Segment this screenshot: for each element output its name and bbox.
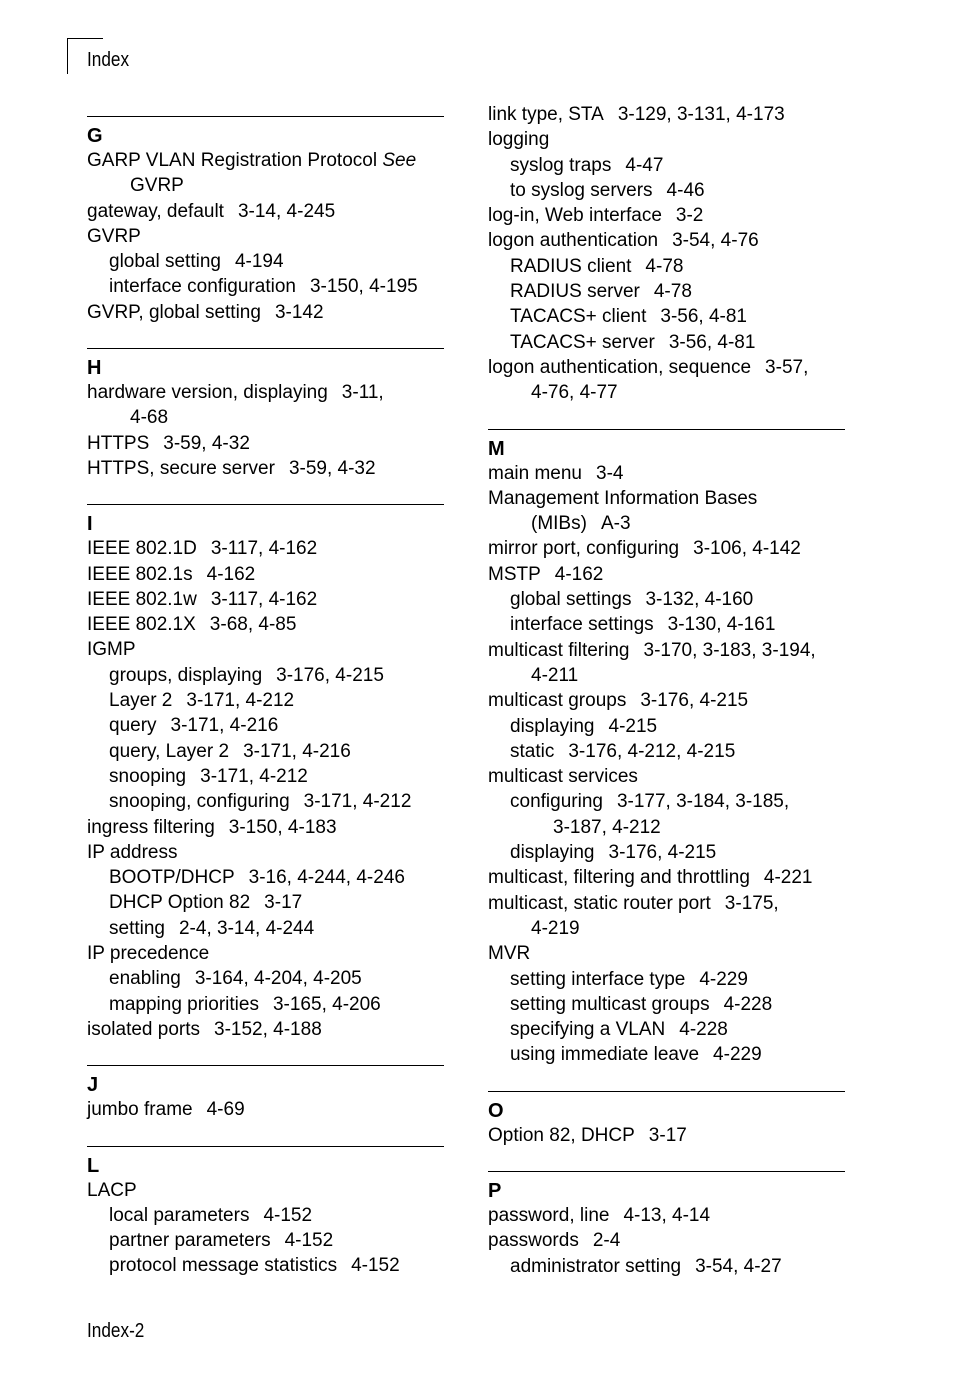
index-entry: gateway, default 3-14, 4-245 (87, 200, 336, 222)
index-subentry: setting 2-4, 3-14, 4-244 (109, 917, 315, 939)
index-entry: LACP (87, 1179, 137, 1201)
index-subentry: partner parameters 4-152 (109, 1230, 334, 1252)
index-entry: logging (488, 129, 550, 151)
index-subentry: TACACS+ client 3-56, 4-81 (510, 306, 748, 328)
index-subentry: displaying 4-215 (510, 715, 658, 737)
index-subentry: RADIUS client 4-78 (510, 255, 684, 277)
index-entry: main menu 3-4 (488, 462, 624, 484)
index-entry: mirror port, configuring 3-106, 4-142 (488, 538, 801, 560)
index-entry: password, line 4-13, 4-14 (488, 1204, 711, 1226)
index-entry-continuation: 4-68 (130, 407, 169, 429)
index-section-m (488, 429, 845, 1068)
index-section-p (488, 1171, 845, 1279)
index-subentry: groups, displaying 3-176, 4-215 (109, 664, 384, 686)
index-column-right (488, 102, 845, 1302)
index-subentry: to syslog servers 4-46 (510, 179, 705, 201)
index-subentry: local parameters 4-152 (109, 1204, 313, 1226)
index-entry: GVRP (87, 225, 141, 247)
index-subentry: administrator setting 3-54, 4-27 (510, 1255, 782, 1277)
index-entry: IEEE 802.1D 3-117, 4-162 (87, 538, 318, 560)
index-entry: jumbo frame 4-69 (87, 1099, 245, 1121)
index-subentry: using immediate leave 4-229 (510, 1044, 762, 1066)
index-entry: passwords 2-4 (488, 1230, 621, 1252)
index-entry: IEEE 802.1s 4-162 (87, 563, 256, 585)
section-letter: H (87, 357, 102, 380)
running-head: Index (87, 49, 130, 71)
index-column-left (87, 116, 444, 1302)
index-entry-continuation: GVRP (130, 175, 184, 197)
page-number: Index-2 (87, 1320, 145, 1342)
index-entry: logon authentication 3-54, 4-76 (488, 230, 759, 252)
index-subentry: Layer 2 3-171, 4-212 (109, 690, 295, 712)
index-subentry: global settings 3-132, 4-160 (510, 589, 754, 611)
index-entry: multicast, static router port 3-175, (488, 892, 779, 914)
index-entry: HTTPS, secure server 3-59, 4-32 (87, 457, 376, 479)
index-entry: IGMP (87, 639, 136, 661)
index-entry: ingress filtering 3-150, 4-183 (87, 816, 337, 838)
index-entry-continuation: 4-211 (531, 664, 579, 686)
index-section-h (87, 348, 444, 481)
index-entry: logon authentication, sequence 3-57, (488, 356, 809, 378)
index-subentry: specifying a VLAN 4-228 (510, 1019, 728, 1041)
index-entry: GARP VLAN Registration Protocol See (87, 150, 417, 171)
index-entry: Option 82, DHCP 3-17 (488, 1124, 687, 1146)
index-section-i (87, 504, 444, 1042)
index-subentry: BOOTP/DHCP 3-16, 4-244, 4-246 (109, 867, 405, 889)
index-entry-continuation: 4-76, 4-77 (531, 382, 618, 404)
index-subentry: protocol message statistics 4-152 (109, 1255, 400, 1277)
section-letter: P (488, 1179, 502, 1202)
index-entry: Management Information Bases (488, 487, 758, 509)
index-subentry: snooping, configuring 3-171, 4-212 (109, 791, 412, 813)
index-entry: log-in, Web interface 3-2 (488, 205, 704, 227)
corner-mark-horizontal (67, 38, 103, 39)
index-entry: IP address (87, 841, 178, 863)
index-section-l-continued (488, 102, 845, 406)
index-entry: multicast, filtering and throttling 4-221 (488, 867, 813, 889)
index-subentry: configuring 3-177, 3-184, 3-185, (510, 791, 790, 813)
index-subentry: mapping priorities 3-165, 4-206 (109, 993, 381, 1015)
index-subentry: setting interface type 4-229 (510, 968, 748, 990)
index-entry: IP precedence (87, 943, 210, 965)
index-section-j (87, 1065, 444, 1122)
index-subentry: global setting 4-194 (109, 251, 284, 273)
index-entry: MSTP 4-162 (488, 563, 604, 585)
index-subentry: enabling 3-164, 4-204, 4-205 (109, 968, 362, 990)
index-subentry: interface settings 3-130, 4-161 (510, 614, 776, 636)
index-entry: GVRP, global setting 3-142 (87, 301, 324, 323)
index-subentry: RADIUS server 4-78 (510, 281, 692, 303)
index-section-o (488, 1091, 845, 1148)
index-section-g (87, 116, 444, 325)
index-subentry: snooping 3-171, 4-212 (109, 765, 308, 787)
index-section-l (87, 1146, 444, 1279)
index-subentry: interface configuration 3-150, 4-195 (109, 276, 418, 298)
index-entry: multicast groups 3-176, 4-215 (488, 690, 749, 712)
index-subentry: static 3-176, 4-212, 4-215 (510, 740, 736, 762)
index-subentry: TACACS+ server 3-56, 4-81 (510, 331, 756, 353)
index-subentry: DHCP Option 82 3-17 (109, 892, 303, 914)
index-subentry: syslog traps 4-47 (510, 154, 664, 176)
corner-mark-vertical (67, 38, 68, 74)
index-subentry: query 3-171, 4-216 (109, 715, 279, 737)
index-subentry-continuation: 3-187, 4-212 (553, 816, 661, 838)
index-entry: hardware version, displaying 3-11, (87, 382, 384, 404)
section-letter: L (87, 1154, 100, 1177)
index-entry: IEEE 802.1X 3-68, 4-85 (87, 614, 297, 636)
index-entry-continuation: (MIBs) A-3 (531, 513, 631, 535)
index-entry: multicast filtering 3-170, 3-183, 3-194, (488, 639, 816, 661)
index-subentry: query, Layer 2 3-171, 4-216 (109, 740, 351, 762)
index-entry: multicast services (488, 766, 638, 788)
index-entry: HTTPS 3-59, 4-32 (87, 432, 250, 454)
index-entry-continuation: 4-219 (531, 917, 580, 939)
index-entry: MVR (488, 943, 531, 965)
section-letter: J (87, 1074, 99, 1097)
section-letter: I (87, 513, 93, 536)
section-letter: G (87, 125, 103, 147)
index-subentry: displaying 3-176, 4-215 (510, 842, 717, 864)
section-letter: M (488, 437, 505, 460)
section-letter: O (488, 1099, 504, 1122)
index-entry: IEEE 802.1w 3-117, 4-162 (87, 588, 318, 610)
index-subentry: setting multicast groups 4-228 (510, 993, 773, 1015)
index-entry: link type, STA 3-129, 3-131, 4-173 (488, 104, 785, 125)
index-entry: isolated ports 3-152, 4-188 (87, 1018, 322, 1040)
